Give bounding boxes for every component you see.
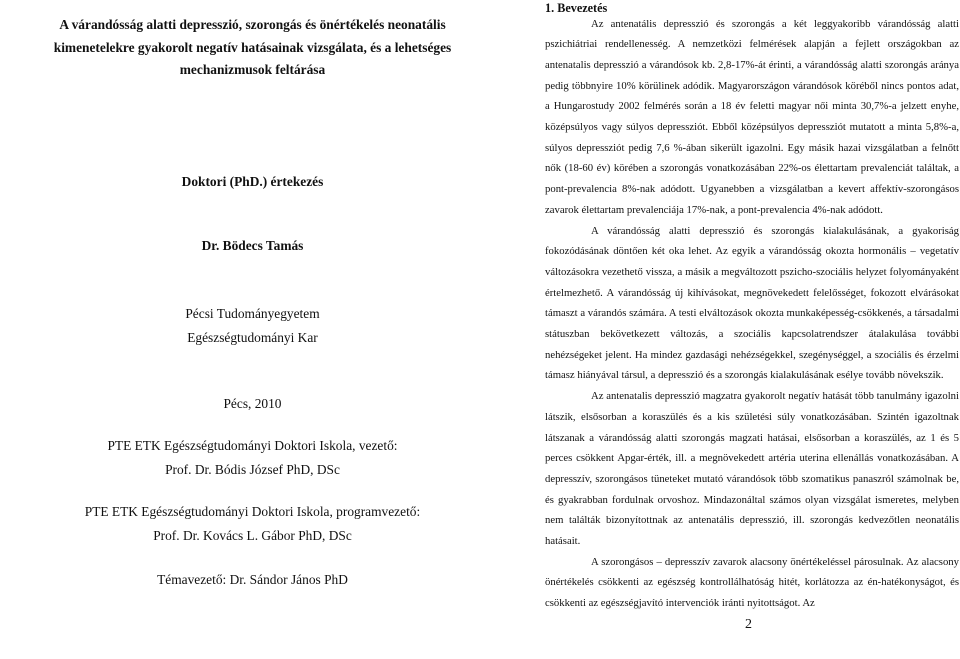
thesis-title bbox=[0, 14, 505, 82]
program-leader-name: Prof. Dr. Kovács L. Gábor PhD, DSc bbox=[153, 528, 352, 543]
university-name: Pécsi Tudományegyetem bbox=[185, 306, 320, 321]
doctoral-school-leader-label: PTE ETK Egészségtudományi Doktori Iskola, vezető: bbox=[107, 438, 398, 453]
program-leader-label: PTE ETK Egészségtudományi Doktori Iskola, programvezető: bbox=[84, 504, 421, 519]
thesis-title-line: mechanizmusok feltárása bbox=[179, 62, 326, 77]
supervisor: Témavezető: Dr. Sándor János PhD bbox=[157, 572, 348, 587]
introduction-body bbox=[545, 14, 959, 614]
paragraph: A szorongásos – depresszív zavarok alacsony önértékeléssel párosulnak. Az alacsony önértékelés csökkenti az egészség kontrollálhatóság hitét, korlátozza az én-hatékonyságot, és csökkenti az egészségjavító intervenciók iránti nyitottságot. Az bbox=[545, 555, 959, 610]
paragraph: Az antenatalis depresszió magzatra gyakorolt negatív hatását több tanulmány igazolni látszik, elsősorban a koraszülés és a kis születési súly vonatkozásában. Szintén igazoltnak látszanak a várandósság alatti szorongás magzati hatásai, elsősorban a koraszülés, az 1 és 5 perces csökkent Apgar-érték, ill. a megnövekedett artéria uterina ellenállás vonatkozásában. A depresszív, szorongásos tüneteket mutató várandósok több szomatikus panaszról számolnak be, és gyakrabban fordulnak orvoshoz. Mindazonáltal számos olyan vizsgálat ismeretes, melyben nem találták bizonyítottnak az antenatális depresszió, ill. szorongás kedvezőtlen neonatális hatásait. bbox=[545, 390, 959, 548]
degree-label: Doktori (PhD.) értekezés bbox=[181, 174, 324, 189]
paragraph: Az antenatális depresszió és szorongás a két leggyakoribb várandósság alatti pszichiátriai rendellenesség. A nemzetközi felmérések alapján a fejlett országokban az antenatalis depresszió a várandósok kb. 2,8-17%-át érinti, a várandósság alatti szorongás aránya pedig többnyire 10% körülinek adódik. Magyarországon várandósok köréből nincs pontos adat, a Hungarostudy 2002 felmérés során a 18 év feletti magyar női minta 30,7%-a jelzett enyhe, középsúlyos vagy súlyos depressziót. Ebből középsúlyos depressziót mutatott a minta 5,8%-a, súlyos depressziót pedig 7,6 %-ában sikerült igazolni. Egy másik hazai vizsgálatban a felnőtt nők (18-60 év) körében a szorongás vonatkozásában 22%-os élettartam prevalenciát találtak, a pont-prevalencia 8%-nak adódott. Ugyanebben a vizsgálatban a kevert affektív-szorongásos zavarok élettartam prevalenciája 17%-nak, a pont-prevalencia 4%-nak adódott. bbox=[545, 17, 959, 216]
place-year: Pécs, 2010 bbox=[223, 396, 282, 411]
introduction-column bbox=[545, 0, 959, 659]
doctoral-school-leader-name: Prof. Dr. Bódis József PhD, DSc bbox=[165, 462, 340, 477]
section-title: 1. Bevezetés bbox=[545, 1, 608, 15]
page-number: 2 bbox=[745, 617, 752, 632]
thesis-title-line: A várandósság alatti depresszió, szorongás és önértékelés neonatális bbox=[59, 17, 446, 32]
paragraph: A várandósság alatti depresszió és szorongás kialakulásának, a gyakoriság fokozódásának döntően két oka lehet. Az egyik a várandósság okozta hormonális – vegetatív változásokra vezethető vissza, a másik a megváltozott pszicho-szociális helyzet folyományaként értelmezhető. A várandósság új kihívásokat, megnövekedett felelősséget, fokozott elvárásokat támaszt a várandós számára. A testi elváltozások okozta munkaképesség-csökkenés, a társadalmi státuszban bekövetkezett változás, a szociális kapcsolatrendszer átalakulása további nehézségeket jelent. Ha mindez gazdasági nehézségekkel, szegénységgel, a szociális és érzelmi támasz hiányával társul, a depresszió és a szorongás kialakulásának esélye tovább növekszik. bbox=[545, 224, 959, 382]
author-name: Dr. Bödecs Tamás bbox=[201, 238, 304, 253]
faculty-name: Egészségtudományi Kar bbox=[187, 330, 318, 345]
thesis-title-line: kimenetelekre gyakorolt negatív hatásainak vizsgálata, és a lehetséges bbox=[53, 39, 452, 55]
